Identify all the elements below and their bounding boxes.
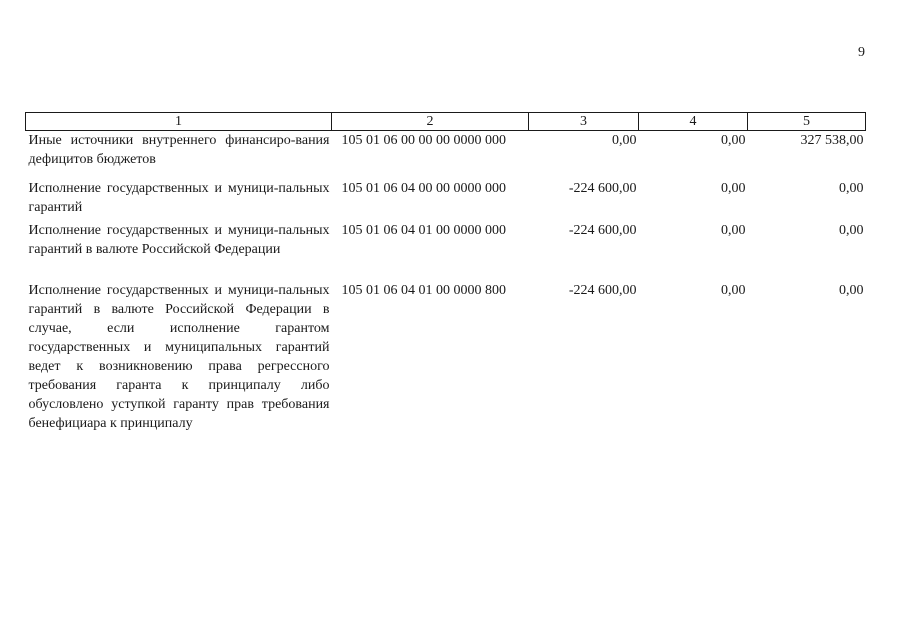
column-header-1: 1 bbox=[26, 113, 332, 131]
row-value-col5: 0,00 bbox=[839, 223, 864, 238]
row-name: Исполнение государственных и муници-пальных гарантий в валюте Российской Федерации bbox=[28, 223, 330, 257]
table-header-row bbox=[26, 113, 866, 131]
row-value-col4: 0,00 bbox=[721, 133, 746, 148]
column-header-3: 3 bbox=[529, 113, 639, 131]
column-header-5: 5 bbox=[748, 113, 866, 131]
row-code: 105 01 06 04 01 00 0000 000 bbox=[341, 223, 506, 238]
row-value-col3: -224 600,00 bbox=[568, 283, 637, 298]
financing-sources-table bbox=[25, 112, 866, 433]
row-name: Иные источники внутреннего финансиро-вания дефицитов бюджетов bbox=[28, 133, 330, 167]
table-row bbox=[26, 131, 866, 180]
row-value-col3: -224 600,00 bbox=[568, 181, 637, 196]
row-value-col5: 0,00 bbox=[839, 181, 864, 196]
table-row bbox=[26, 281, 866, 433]
row-name: Исполнение государственных и муници-пальных гарантий bbox=[28, 181, 330, 215]
row-value-col3: 0,00 bbox=[612, 133, 637, 148]
row-value-col3: -224 600,00 bbox=[568, 223, 637, 238]
row-name: Исполнение государственных и муници-пальных гарантий в валюте Российской Федерации в случае, если исполнение гарантом государственных и муниципальных гарантий ведет к возникновению права регрессного требования гаранта к принципалу либо обусловлено уступкой гаранту прав требования бенефициара к принципалу bbox=[28, 283, 330, 431]
row-code: 105 01 06 04 00 00 0000 000 bbox=[341, 181, 506, 196]
table-row bbox=[26, 219, 866, 281]
row-value-col5: 0,00 bbox=[839, 283, 864, 298]
row-code: 105 01 06 00 00 00 0000 000 bbox=[341, 133, 506, 148]
column-header-4: 4 bbox=[639, 113, 748, 131]
page-number: 9 bbox=[858, 45, 865, 60]
row-value-col4: 0,00 bbox=[721, 181, 746, 196]
row-value-col5: 327 538,00 bbox=[800, 133, 864, 148]
row-value-col4: 0,00 bbox=[721, 223, 746, 238]
table-row bbox=[26, 179, 866, 219]
row-code: 105 01 06 04 01 00 0000 800 bbox=[341, 283, 506, 298]
column-header-2: 2 bbox=[332, 113, 529, 131]
row-value-col4: 0,00 bbox=[721, 283, 746, 298]
